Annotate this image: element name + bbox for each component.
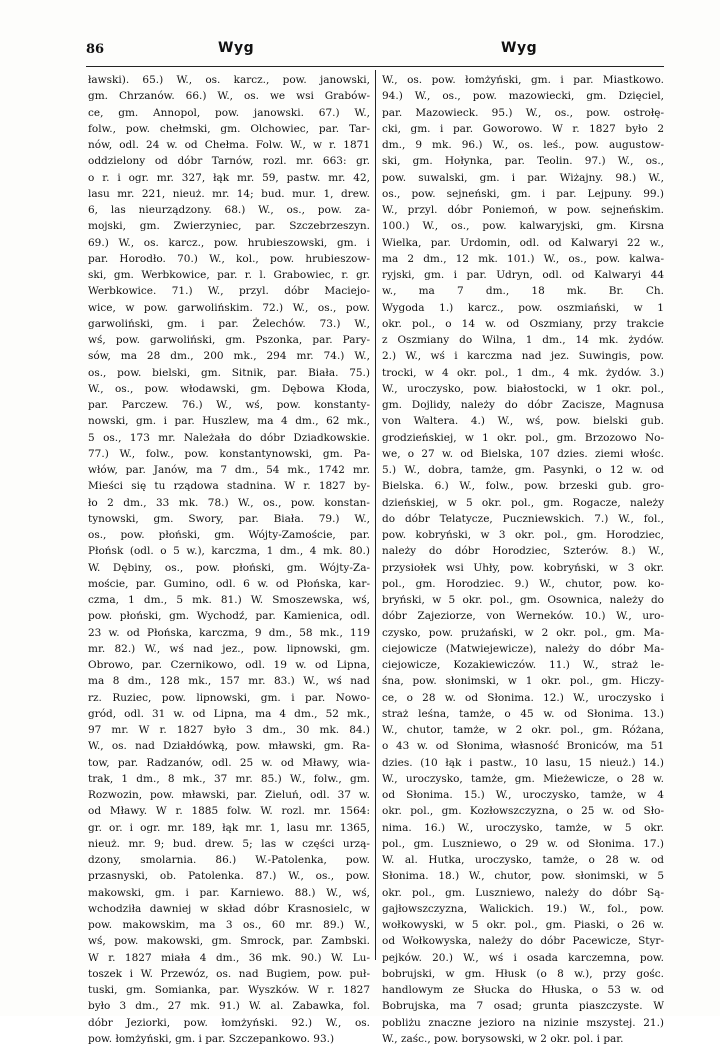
text-line: 94.) W., os., pow. mazowiecki, gm. Dzięciel, bbox=[382, 90, 664, 103]
text-line: dzies. (10 łąk i pastw., 10 lasu, 15 nieuż.) 14.) bbox=[382, 756, 664, 769]
text-line: pow. suwalski, gm. i par. Wiżajny. 98.) W., bbox=[382, 171, 664, 184]
text-line: czma, 1 dm., 5 mk. 81.) W. Smoszewska, wś, bbox=[88, 594, 370, 606]
text-line: trak, 1 dm., 8 mk., 37 mr. 85.) W., folw., gm. bbox=[88, 772, 370, 785]
text-line: Mieści się tu rządowa stadnina. W r. 1827 by- bbox=[88, 480, 370, 493]
right-column bbox=[382, 72, 664, 1045]
text-line: Bielska. 6.) W., folw., pow. brzeski gub. gro- bbox=[382, 480, 664, 493]
text-line: Płońsk (odl. o 5 w.), karczma, 1 dm., 4 mk. 80.) bbox=[88, 545, 370, 558]
text-line: par. Mazowieck. 95.) W., os., pow. ostrołę- bbox=[382, 106, 664, 119]
text-line: gm. Dojlidy, należy do dóbr Zacisze, Magnusa bbox=[382, 399, 664, 411]
text-line: 5.) W., dobra, tamże, gm. Pasynki, o 12 w. od bbox=[382, 464, 664, 476]
text-line: dm., 9 mk. 96.) W., os. leś., pow. augustow- bbox=[382, 139, 664, 151]
text-line: W r. 1827 miała 4 dm., 36 mk. 90.) W. Lu- bbox=[88, 951, 370, 964]
text-line: oddzielony od dóbr Tarnów, rozl. mr. 663: gr. bbox=[88, 155, 370, 168]
text-line: W., zaśc., pow. borysowski, w 2 okr. pol. i par. bbox=[382, 1032, 624, 1045]
text-line: W., os. pow. łomżyński, gm. i par. Miastkowo. bbox=[382, 74, 664, 86]
text-line: os., pow. sejneński, gm. i par. Lejpuny. 99.) bbox=[382, 187, 664, 200]
text-line: pobliżu znaczne jezioro na nizinie mszystej. 21.) bbox=[382, 1016, 664, 1029]
text-line: bobrujski, w gm. Hłusk (o 8 w.), przy gośc. bbox=[382, 967, 664, 980]
text-line: Bobrujska, ma 7 osad; grunta piaszczyste. W bbox=[382, 1000, 664, 1013]
text-line: garwoliński, gm. i par. Żelechów. 73.) W., bbox=[88, 317, 370, 330]
text-line: przasnyski, ob. Patolenka. 87.) W., os., pow. bbox=[88, 870, 370, 883]
text-line: 2.) W., wś i karczma nad jez. Suwingis, pow. bbox=[382, 350, 664, 363]
text-line: wś, pow. makowski, gm. Smrock, par. Zambski. bbox=[88, 935, 370, 948]
text-line: włów, par. Janów, ma 7 dm., 54 mk., 1742 mr. bbox=[88, 464, 370, 476]
text-line: od Wołkowyska, należy do dóbr Pacewicze, Styr- bbox=[382, 935, 664, 948]
left-column bbox=[88, 72, 370, 1045]
text-line: par. Parczew. 76.) W., wś, pow. konstanty- bbox=[88, 399, 370, 411]
text-line: 69.) W., os. karcz., pow. hrubieszowski, gm. i bbox=[88, 236, 370, 249]
left-running-head: Wyg bbox=[218, 40, 255, 56]
text-line: gajłowszczyzna, Walickich. 19.) W., fol., pow. bbox=[382, 902, 664, 915]
text-line: W., os. nad Działdówką, pow. mławski, gm. Ra- bbox=[88, 740, 370, 753]
text-line: ło 2 dm., 33 mk. 78.) W., os., pow. konstan- bbox=[88, 496, 370, 509]
text-line: wołkowyski, w 5 okr. pol., gm. Piaski, o 26 w. bbox=[382, 919, 664, 931]
text-line: W., os., pow. włodawski, gm. Dębowa Kłoda, bbox=[88, 382, 370, 395]
text-line: tynowski, gm. Swory, par. Biała. 79.) W., bbox=[88, 512, 370, 525]
text-line: par. Horodło. 70.) W., kol., pow. hrubieszow- bbox=[88, 252, 370, 265]
text-line: gm. Chrzanów. 66.) W., os. we wsi Grabów- bbox=[88, 90, 370, 103]
text-line: wice, w pow. garwolińskim. 72.) W., os., pow. bbox=[88, 301, 370, 314]
text-line: pejków. 20.) W., wś i osada karczemna, pow. bbox=[382, 951, 664, 964]
page-header bbox=[86, 40, 664, 62]
text-line: mr. 82.) W., wś nad jez., pow. lipnowski, gm. bbox=[88, 642, 370, 655]
column-divider bbox=[375, 70, 376, 960]
text-line: pow. kobryński, w 3 okr. pol., gm. Horodziec, bbox=[382, 529, 664, 541]
text-line: ma 2 dm., 12 mk. 101.) W., os., pow. kalwa- bbox=[382, 252, 664, 265]
text-line: gr. or. i ogr. mr. 189, łąk mr. 1, lasu mr. 1365, bbox=[88, 821, 370, 834]
text-line: nieuż. mr. 9; bud. drew. 5; las w części urzą- bbox=[88, 837, 370, 850]
text-line: nima. 16.) W., uroczysko, tamże, w 5 okr. bbox=[382, 821, 664, 834]
right-running-head: Wyg bbox=[501, 40, 538, 56]
text-line: dzieńskiej, w 5 okr. pol., gm. Rogacze, należy bbox=[382, 496, 664, 509]
text-line: 77.) W., folw., pow. konstantynowski, gm. Pa- bbox=[88, 447, 370, 460]
text-line: grodzieńskiej, w 1 okr. pol., gm. Brzozowo No- bbox=[382, 431, 664, 444]
text-line: rz. Ruziec, pow. lipnowski, gm. i par. Nowo- bbox=[88, 691, 370, 704]
text-line: W., chutor, tamże, w 2 okr. pol., gm. Różana, bbox=[382, 724, 664, 736]
text-line: toszek i W. Przewóz, os. nad Bugiem, pow. puł- bbox=[88, 967, 370, 980]
text-line: ski, gm. Werbkowice, par. r. l. Grabowiec, r. gr. bbox=[88, 269, 370, 281]
text-line: Słonima. 18.) W., chutor, pow. słonimski, w 5 bbox=[382, 870, 664, 883]
text-line: ławski). 65.) W., os. karcz., pow. janowski, bbox=[88, 74, 370, 86]
text-line: wchodziła dawniej w skład dóbr Krasnosielc, w bbox=[88, 902, 370, 915]
text-line: ce, o 28 w. od Słonima. 12.) W., uroczysko i bbox=[382, 691, 664, 704]
text-line: nowski, gm. i par. Huszlew, ma 4 dm., 62 mk., bbox=[88, 415, 370, 428]
text-line: pow. płoński, gm. Wychodź, par. Kamienica, odl. bbox=[88, 610, 370, 623]
text-line: okr. pol., gm. Luszniewo, należy do dóbr Są- bbox=[382, 886, 664, 899]
text-line: od Słonima. 15.) W., uroczysko, tamże, w 4 bbox=[382, 789, 664, 801]
text-line: o r. i ogr. mr. 327, łąk mr. 59, pastw. mr. 42, bbox=[88, 171, 370, 184]
text-line: we, o 27 w. od Bielska, 107 dzies. ziemi włośc. bbox=[382, 447, 664, 460]
text-line: 97 mr. W r. 1827 było 3 dm., 30 mk. 84.) bbox=[88, 724, 370, 736]
text-line: sów, ma 28 dm., 200 mk., 294 mr. 74.) W., bbox=[88, 350, 370, 363]
text-line: W., uroczysko, pow. białostocki, w 1 okr. pol., bbox=[382, 382, 664, 395]
text-line: śna, pow. słonimski, w 1 okr. pol., gm. Hiczy- bbox=[382, 675, 664, 688]
text-line: pol., gm. Luszniewo, o 29 w. od Słonima. 17.) bbox=[382, 837, 664, 850]
text-line: von Waltera. 4.) W., wś, pow. bielski gub. bbox=[382, 415, 664, 428]
text-line: ce, gm. Annopol, pow. janowski. 67.) W., bbox=[88, 106, 370, 119]
text-line: makowski, gm. i par. Karniewo. 88.) W., wś, bbox=[88, 886, 370, 899]
text-line: należy do dóbr Horodziec, Szterów. 8.) W., bbox=[382, 545, 664, 558]
text-line: ski, gm. Hołynka, par. Teolin. 97.) W., os., bbox=[382, 155, 664, 168]
text-line: trocki, w 4 okr. pol., 1 dm., 4 mk. żydów. 3.) bbox=[382, 366, 664, 379]
text-line: od Mławy. W r. 1885 folw. W. rozl. mr. 1564: bbox=[88, 805, 370, 818]
text-line: było 3 dm., 27 mk. 91.) W. al. Zabawka, fol. bbox=[88, 1000, 370, 1013]
text-line: handlowym ze Słucka do Hłuska, o 53 w. od bbox=[382, 984, 664, 996]
text-line: W., uroczysko, tamże, gm. Mieżewicze, o 28 w. bbox=[382, 772, 664, 785]
text-line: dóbr Jeziorki, pow. łomżyński. 92.) W., os. bbox=[88, 1016, 370, 1029]
text-line: mojski, gm. Zwierzyniec, par. Szczebrzeszyn. bbox=[88, 220, 370, 233]
text-line: Wielka, par. Urdomin, odl. od Kalwaryi 22 w., bbox=[382, 236, 664, 249]
text-line: tuski, gm. Somianka, par. Wyszków. W r. 1827 bbox=[88, 984, 370, 996]
text-line: czysko, pow. prużański, w 2 okr. pol., gm. Ma- bbox=[382, 626, 664, 639]
text-line: dóbr Zajeziorze, von Werneków. 10.) W., uro- bbox=[382, 610, 664, 623]
text-line: wś, pow. garwoliński, gm. Pszonka, par. Pary- bbox=[88, 334, 370, 346]
text-line: straż leśna, tamże, o 45 w. od Słonima. 13.) bbox=[382, 707, 664, 720]
text-line: W. Dębiny, os., pow. płoński, gm. Wójty-Za- bbox=[88, 561, 370, 574]
text-line: cki, gm. i par. Goworowo. W r. 1827 było 2 bbox=[382, 122, 664, 135]
text-line: o 43 w. od Słonima, własność Broniców, ma 51 bbox=[382, 740, 664, 753]
text-line: z Oszmiany do Wilna, 1 dm., 14 mk. żydów. bbox=[382, 334, 664, 346]
text-line: Wygoda 1.) karcz., pow. oszmiański, w 1 bbox=[382, 301, 664, 314]
text-line: ryjski, gm. i par. Udryn, odl. od Kalwaryi 44 bbox=[382, 269, 664, 281]
text-line: okr. pol., o 14 w. od Oszmiany, przy trakcie bbox=[382, 317, 664, 330]
text-line: Rozwozin, pow. mławski, par. Zieluń, odl. 37 w. bbox=[88, 789, 370, 801]
header-rule bbox=[86, 66, 664, 67]
text-line: gród, odl. 31 w. od Lipna, ma 4 dm., 52 mk., bbox=[88, 707, 370, 720]
text-line: ciejowicze (Matwiejewicze), należy do dóbr Ma- bbox=[382, 642, 664, 655]
text-line: os., pow. bielski, gm. Sitnik, par. Biała. 75.) bbox=[88, 366, 370, 379]
text-line: pol., gm. Horodziec. 9.) W., chutor, pow. ko- bbox=[382, 577, 664, 590]
text-line: moście, par. Gumino, odl. 6 w. od Płońska, kar- bbox=[88, 577, 370, 590]
text-line: Obrowo, par. Czernikowo, odl. 19 w. od Lipna, bbox=[88, 659, 370, 671]
text-line: lasu mr. 221, nieuż. mr. 14; bud. mur. 1, drew. bbox=[88, 187, 370, 200]
text-line: okr. pol., gm. Kozłowszczyzna, o 25 w. od Sło- bbox=[382, 805, 664, 818]
text-line: W. al. Hutka, uroczysko, tamże, o 28 w. od bbox=[382, 854, 664, 866]
text-line: 6, las nieurządzony. 68.) W., os., pow. za- bbox=[88, 204, 370, 216]
text-line: tow, par. Radzanów, odl. 25 w. od Mławy, wia- bbox=[88, 756, 370, 769]
text-line: do dóbr Telatycze, Puczniewskich. 7.) W., fol., bbox=[382, 512, 664, 525]
text-line: nów, odl. 24 w. od Chełma. Folw. W., w r. 1871 bbox=[88, 139, 370, 151]
text-line: W., przyl. dóbr Poniemoń, w pow. sejneńskim. bbox=[382, 204, 664, 216]
text-line: ma 8 dm., 128 mk., 157 mr. 83.) W., wś nad bbox=[88, 675, 370, 688]
text-line: przysiołek wsi Uhły, pow. kobryński, w 3 okr. bbox=[382, 561, 664, 574]
text-line: w., ma 7 dm., 18 mk. Br. Ch. bbox=[382, 285, 664, 298]
text-line: folw., pow. chełmski, gm. Olchowiec, par. Tar- bbox=[88, 122, 370, 135]
text-line: pow. łomżyński, gm. i par. Szczepankowo. 93.) bbox=[88, 1032, 335, 1045]
text-line: Werbkowice. 71.) W., przyl. dóbr Maciejo- bbox=[88, 285, 370, 298]
text-line: 5 os., 173 mr. Należała do dóbr Dziadkowskie. bbox=[88, 431, 370, 444]
page-number: 86 bbox=[86, 42, 105, 57]
text-line: os., pow. płoński, gm. Wójty-Zamoście, par. bbox=[88, 529, 370, 541]
text-line: bryński, w 5 okr. pol., gm. Osownica, należy do bbox=[382, 594, 664, 606]
text-line: 100.) W., os., pow. kalwaryjski, gm. Kirsna bbox=[382, 220, 664, 233]
text-line: ciejowicze, Kozakiewiczów. 11.) W., straż le- bbox=[382, 659, 664, 671]
text-line: dzony, smolarnia. 86.) W.-Patolenka, pow. bbox=[88, 854, 370, 866]
text-line: pow. makowskim, ma 3 os., 60 mr. 89.) W., bbox=[88, 919, 370, 931]
text-line: 23 w. od Płońska, karczma, 9 dm., 58 mk., 119 bbox=[88, 626, 370, 639]
